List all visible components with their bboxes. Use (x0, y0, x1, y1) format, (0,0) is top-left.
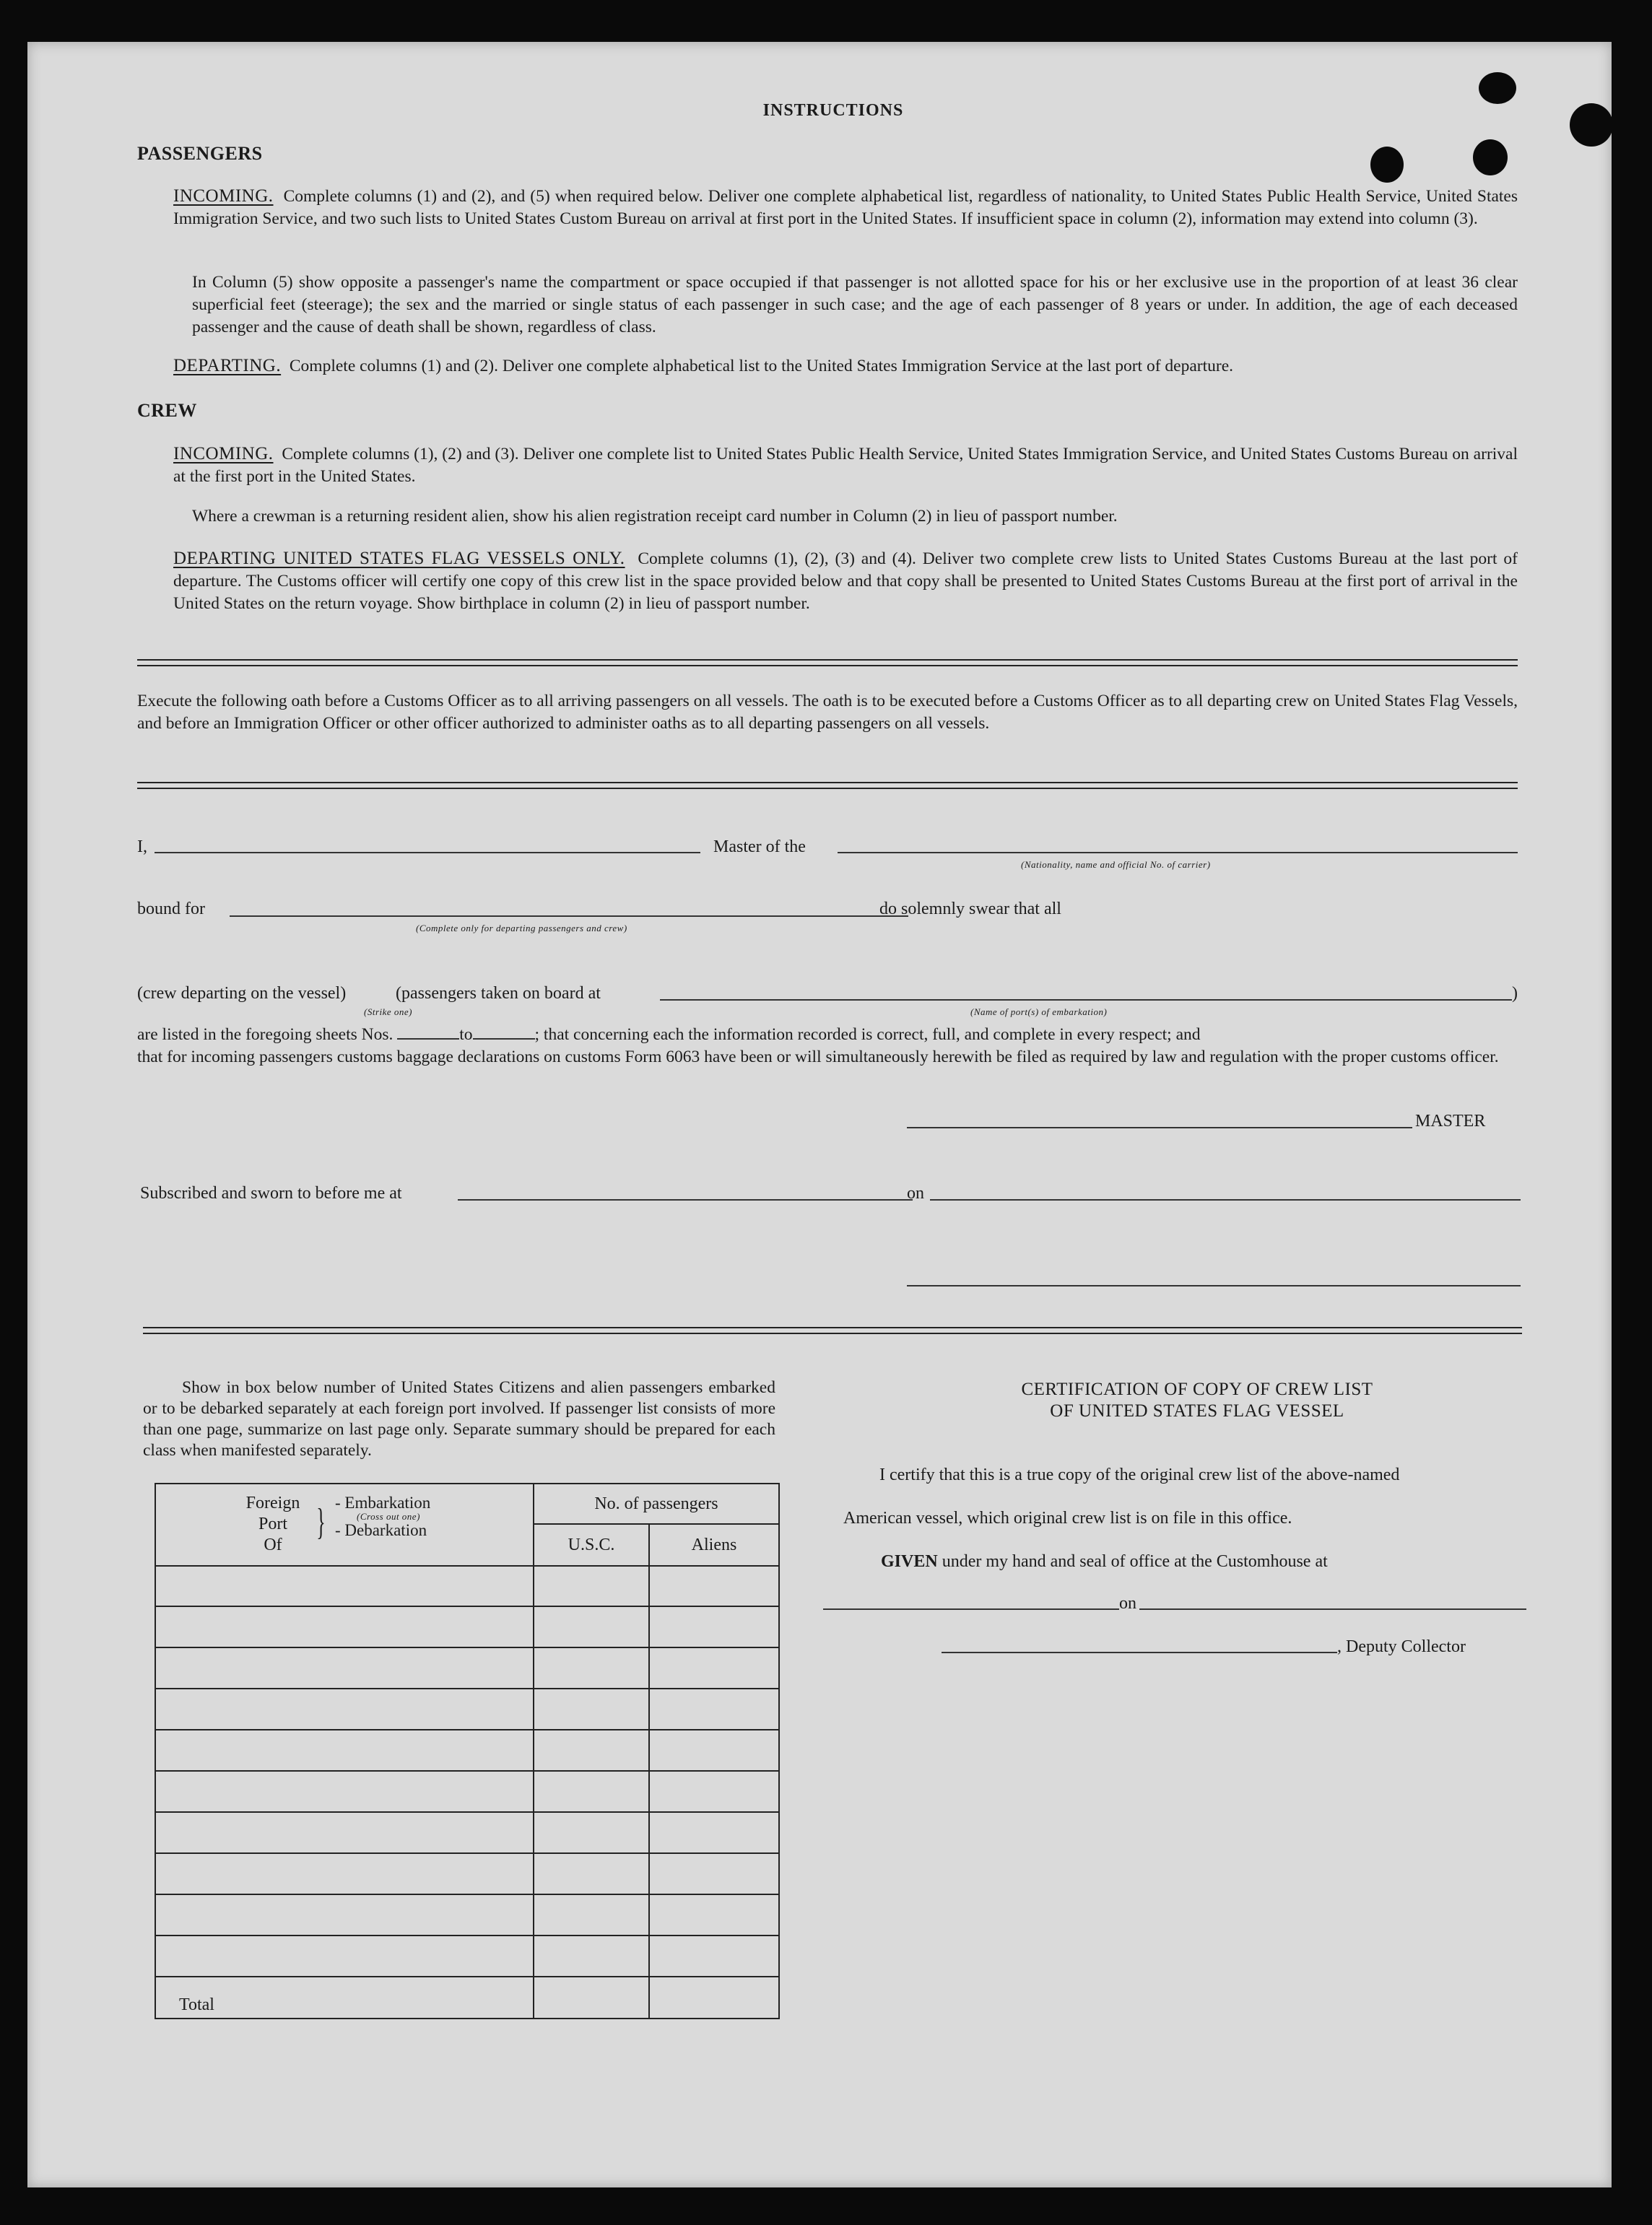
summary-header-row (155, 1484, 779, 1524)
port-cell[interactable] (155, 1894, 534, 1936)
aliens-cell[interactable] (649, 1647, 779, 1689)
usc-cell[interactable] (534, 1936, 649, 1977)
listed-to: to (459, 1025, 473, 1044)
master-name-field[interactable] (155, 852, 700, 853)
divider (137, 782, 1518, 783)
table-row (155, 1566, 779, 1606)
aliens-cell[interactable] (649, 1566, 779, 1606)
carrier-caption: (Nationality, name and official No. of carrier) (1021, 859, 1211, 870)
aliens-cell[interactable] (649, 1730, 779, 1771)
usc-cell[interactable] (534, 1771, 649, 1812)
incoming-label: INCOMING. (173, 186, 274, 206)
table-row (155, 1853, 779, 1894)
listed-line (137, 1024, 1518, 1046)
table-row (155, 1812, 779, 1853)
crew-departing-label: (crew departing on the vessel) (137, 984, 347, 1003)
crewman-paragraph: Where a crewman is a returning resident alien, show his alien registration receipt card number in Column (2) in lieu of passport number. (192, 507, 1118, 526)
bound-for-field[interactable] (230, 915, 908, 917)
foreign-port-header (155, 1484, 534, 1566)
sworn-date-field[interactable] (930, 1199, 1521, 1201)
certification-date-field[interactable] (1139, 1608, 1526, 1610)
given-rest: under my hand and seal of office at the Customhouse at (942, 1552, 1328, 1571)
total-row (155, 1977, 779, 2019)
aliens-cell[interactable] (649, 1853, 779, 1894)
port-cell[interactable] (155, 1689, 534, 1730)
divider (137, 665, 1518, 666)
embarkation-label: - Embarkation (335, 1494, 431, 1512)
port-cell[interactable] (155, 1936, 534, 1977)
divider (137, 788, 1518, 789)
sworn-on-label: on (907, 1184, 924, 1203)
oath-intro: Execute the following oath before a Customs Officer as to all arriving passengers on all vessels. The oath is to be executed before a Customs Officer as to all departing crew on United States Flag Vessels, and before an Immigration Officer or other officer authorized to administer oaths as to all departing passengers on all vessels. (137, 692, 1518, 733)
table-row (155, 1730, 779, 1771)
passengers-taken-label: (passengers taken on board at (396, 984, 601, 1003)
given-text (881, 1552, 1328, 1572)
american-vessel-text: American vessel, which original crew list is on file in this office. (843, 1509, 1292, 1528)
usc-cell[interactable] (534, 1730, 649, 1771)
divider (143, 1327, 1522, 1328)
master-of-the-label: Master of the (713, 837, 806, 856)
crew-heading: CREW (137, 400, 197, 421)
table-row (155, 1647, 779, 1689)
certification-title (872, 1379, 1522, 1422)
port-cell[interactable] (155, 1566, 534, 1606)
aliens-cell[interactable] (649, 1936, 779, 1977)
brace-glyph: } (316, 1502, 326, 1543)
usc-cell[interactable] (534, 1566, 649, 1606)
bound-for-label: bound for (137, 900, 205, 918)
sheet-from-field[interactable] (397, 1024, 459, 1040)
punch-hole (1473, 139, 1508, 175)
usc-cell[interactable] (534, 1647, 649, 1689)
form-page (27, 42, 1612, 2187)
master-label: MASTER (1415, 1112, 1486, 1131)
sworn-place-field[interactable] (458, 1199, 913, 1201)
certify-text: I certify that this is a true copy of the original crew list of the above-named (879, 1466, 1400, 1484)
certification-title-line1: CERTIFICATION OF COPY OF CREW LIST (1021, 1380, 1373, 1399)
passengers-incoming-text: Complete columns (1) and (2), and (5) when required below. Deliver one complete alphabetical list, regardless of nationality, to United States Public Health Service, United States Immigration Service, and two such lists to United States Custom Bureau on arrival at first port in the United States. If insufficient space in column (2), information may extend into column (3). (173, 187, 1518, 228)
passengers-incoming-paragraph (173, 185, 1518, 230)
table-row (155, 1689, 779, 1730)
port-cell[interactable] (155, 1812, 534, 1853)
usc-cell[interactable] (534, 1606, 649, 1647)
listed-text-a: are listed in the foregoing sheets Nos. (137, 1025, 394, 1044)
debarkation-label: - Debarkation (335, 1521, 427, 1539)
swear-label: do solemnly swear that all (879, 900, 1061, 918)
total-label: Total (155, 1977, 534, 2019)
passengers-heading: PASSENGERS (137, 143, 263, 164)
instructions-title: INSTRUCTIONS (762, 101, 904, 120)
punch-hole (1370, 147, 1404, 183)
table-row (155, 1894, 779, 1936)
bound-for-caption: (Complete only for departing passengers and crew) (416, 923, 627, 933)
passenger-summary-table (155, 1483, 780, 2019)
listed-text-b: ; that concerning each the information recorded is correct, full, and complete in every respect; and (534, 1025, 1201, 1044)
carrier-field[interactable] (838, 852, 1518, 853)
table-row (155, 1606, 779, 1647)
aliens-total-cell[interactable] (649, 1977, 779, 2019)
table-row (155, 1771, 779, 1812)
usc-header: U.S.C. (534, 1524, 649, 1566)
i-label: I, (137, 837, 147, 856)
usc-cell[interactable] (534, 1689, 649, 1730)
certification-title-line2: OF UNITED STATES FLAG VESSEL (1050, 1401, 1344, 1421)
foreign-label: Foreign (245, 1494, 300, 1512)
listed-rest: that for incoming passengers customs baggage declarations on customs Form 6063 have been or will simultaneously herewith be filed as required by law and regulation with the proper customs officer. (137, 1048, 1499, 1066)
cross-out-caption: (Cross out one) (357, 1511, 420, 1522)
usc-total-cell[interactable] (534, 1977, 649, 2019)
master-signature-field[interactable] (907, 1127, 1412, 1128)
aliens-header: Aliens (649, 1524, 779, 1566)
aliens-cell[interactable] (649, 1606, 779, 1647)
usc-cell[interactable] (534, 1853, 649, 1894)
passengers-departing-paragraph (173, 354, 1518, 378)
summary-intro: Show in box below number of United States Citizens and alien passengers embarked or to be debarked separately at each foreign port involved. If passenger list consists of more than one page, summarize on last page only. Separate summary should be prepared for each class when manifested separately. (143, 1378, 775, 1460)
crew-incoming-text: Complete columns (1), (2) and (3). Deliver one complete list to United States Public Health Service, United States Immigration Service, and United States Customs Bureau on arrival at the first port in the United States. (173, 445, 1518, 486)
table-row (155, 1936, 779, 1977)
flag-vessel-label: DEPARTING UNITED STATES FLAG VESSELS ONLY. (173, 549, 625, 568)
deputy-collector-label: , Deputy Collector (1337, 1637, 1466, 1656)
divider (137, 659, 1518, 661)
of-label: Of (264, 1536, 282, 1554)
port-cell[interactable] (155, 1647, 534, 1689)
flag-vessel-paragraph (173, 547, 1518, 615)
flag-vessel-text: Complete columns (1), (2), (3) and (4). Deliver two complete crew lists to United States Customs Bureau at the last port of departure. The Customs officer will certify one copy of this crew list in the space provided below and that copy shall be presented to United States Customs Bureau at the first port of arrival in the United States on the return voyage. Show birthplace in column (2) in lieu of passport number. (173, 549, 1518, 613)
usc-cell[interactable] (534, 1812, 649, 1853)
strike-one-caption: (Strike one) (364, 1006, 413, 1017)
aliens-cell[interactable] (649, 1689, 779, 1730)
column5-paragraph: In Column (5) show opposite a passenger's name the compartment or space occupied if that passenger is not allotted space for his or her exclusive use in the proportion of at least 36 clear superficial feet (steerage); the sex and the married or single status of each passenger in such case; and the age of each passenger of 8 years or under. In addition, the age of each deceased passenger and the cause of death shall be shown, regardless of class. (192, 273, 1518, 336)
no-passengers-header: No. of passengers (534, 1484, 779, 1524)
usc-cell[interactable] (534, 1894, 649, 1936)
customhouse-field[interactable] (823, 1608, 1119, 1610)
departing-label: DEPARTING. (173, 356, 282, 375)
subscribed-label: Subscribed and sworn to before me at (140, 1184, 402, 1203)
certification-on-label: on (1119, 1594, 1136, 1613)
aliens-cell[interactable] (649, 1894, 779, 1936)
port-cell[interactable] (155, 1606, 534, 1647)
embarkation-port-field[interactable] (660, 999, 1512, 1001)
aliens-cell[interactable] (649, 1812, 779, 1853)
port-cell[interactable] (155, 1771, 534, 1812)
torn-corner (1479, 72, 1516, 104)
crew-incoming-label: INCOMING. (173, 444, 274, 463)
passengers-departing-text: Complete columns (1) and (2). Deliver one complete alphabetical list to the United States Immigration Service at the last port of departure. (289, 357, 1233, 375)
sheet-to-field[interactable] (473, 1024, 535, 1040)
aliens-cell[interactable] (649, 1771, 779, 1812)
crew-incoming-paragraph (173, 443, 1518, 488)
given-bold: GIVEN (881, 1552, 938, 1571)
close-paren: ) (1512, 984, 1518, 1003)
port-cell[interactable] (155, 1730, 534, 1771)
officer-signature-field[interactable] (907, 1285, 1521, 1286)
port-label: Port (258, 1515, 287, 1533)
deputy-collector-signature-field[interactable] (942, 1652, 1337, 1653)
port-caption: (Name of port(s) of embarkation) (970, 1006, 1108, 1017)
port-cell[interactable] (155, 1853, 534, 1894)
divider (143, 1333, 1522, 1334)
